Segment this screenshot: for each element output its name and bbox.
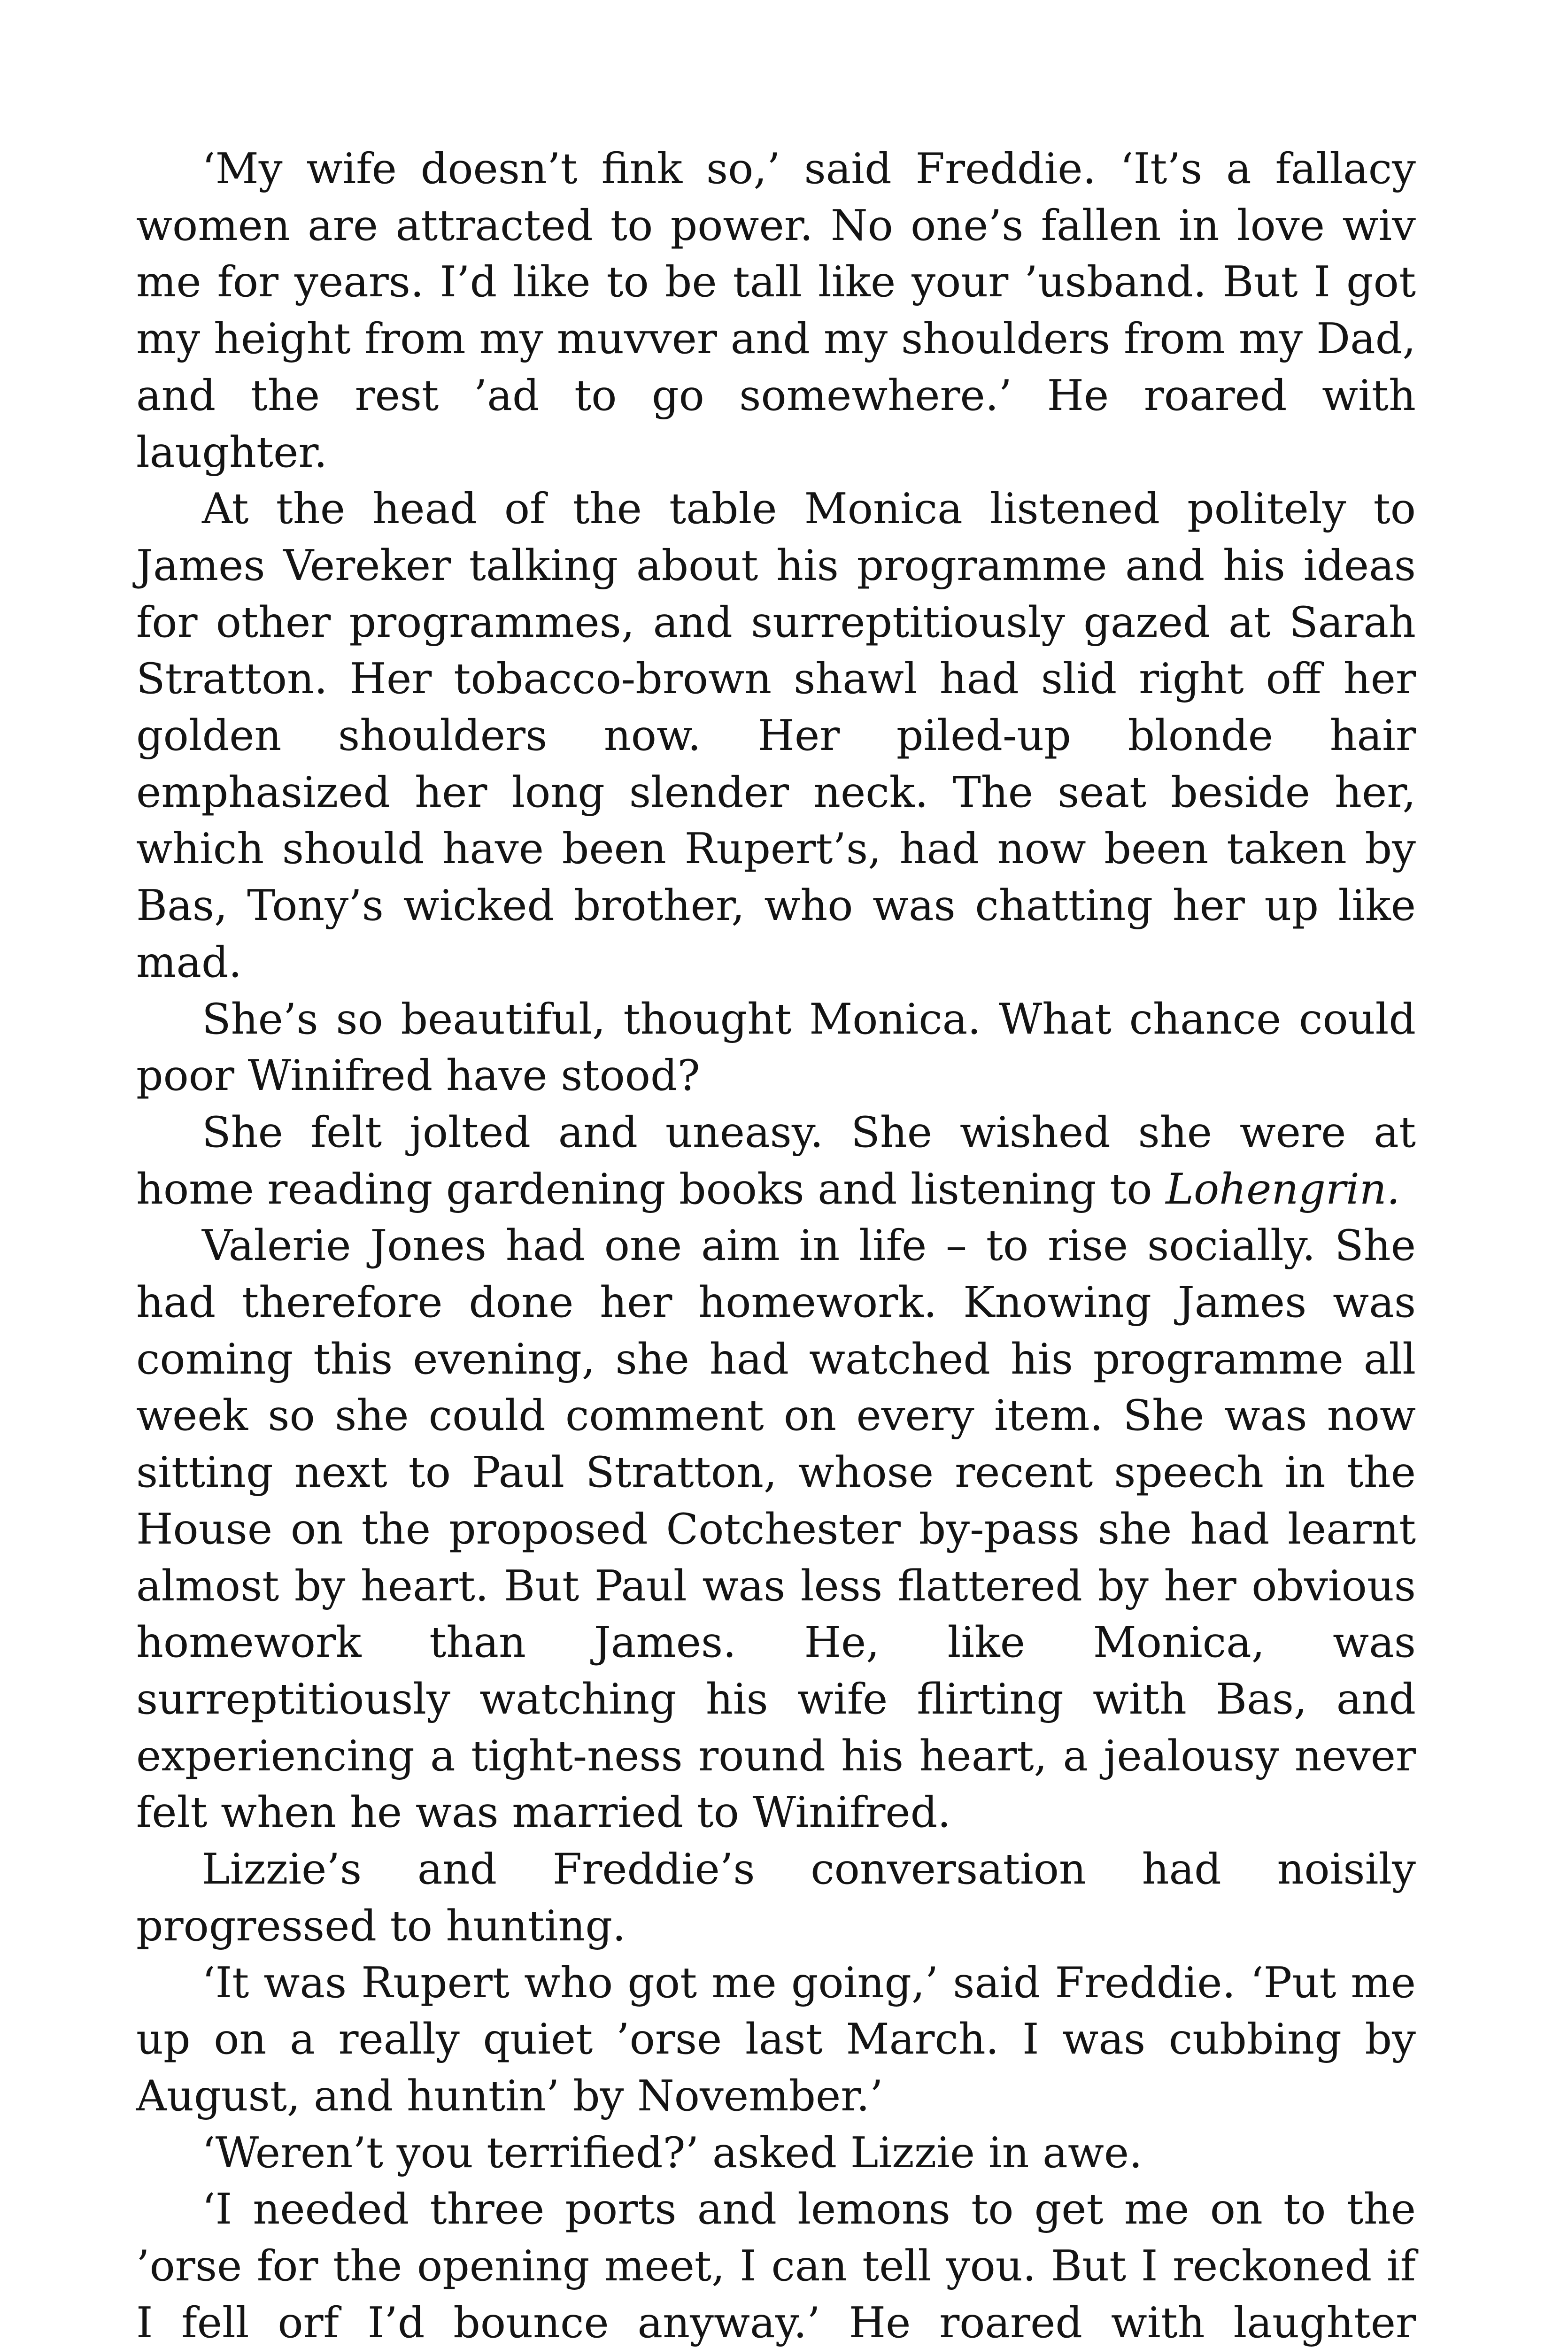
paragraph-4-italic-title: Lohengrin. bbox=[1166, 1164, 1400, 1214]
body-text bbox=[136, 141, 1416, 2348]
paragraph-4-text: She felt jolted and uneasy. She wished she were at home reading gardening books and listening to bbox=[136, 1107, 1416, 1214]
paragraph-2: At the head of the table Monica listened politely to James Vereker talking about his programme and his ideas for other programmes, and surreptitiously gazed at Sarah Stratton. Her tobacco-brown shawl had slid right off her golden shoulders now. Her piled-up blonde hair emphasized her long slender neck. The seat beside her, which should have been Rupert’s, had now been taken by Bas, Tony’s wicked brother, who was chatting her up like mad. bbox=[136, 484, 1416, 987]
paragraph-7: ‘It was Rupert who got me going,’ said Freddie. ‘Put me up on a really quiet ’orse last March. I was cubbing by August, and huntin’ by November.’ bbox=[136, 1958, 1416, 2121]
paragraph-3: She’s so beautiful, thought Monica. What chance could poor Winifred have stood? bbox=[136, 994, 1416, 1101]
paragraph-4 bbox=[136, 1104, 1416, 1218]
paragraph-5: Valerie Jones had one aim in life – to rise socially. She had therefore done her homework. Knowing James was coming this evening, she had watched his programme all week so she could comment on every item. She was now sitting next to Paul Stratton, whose recent speech in the House on the proposed Cotchester by-pass she had learnt almost by heart. But Paul was less flattered by her obvious homework than James. He, like Monica, was surreptitiously watching his wife flirting with Bas, and experiencing a tight-ness round his heart, a jealousy never felt when he was married to Winifred. bbox=[136, 1221, 1416, 1838]
paragraph-8: ‘Weren’t you terrified?’ asked Lizzie in awe. bbox=[202, 2128, 1143, 2178]
paragraph-9: ‘I needed three ports and lemons to get me on to the ’orse for the opening meet, I can tell you. But I reckoned if I fell orf I’d bounce anyway.’ He roared with laughter bbox=[136, 2185, 1416, 2348]
paragraph-6: Lizzie’s and Freddie’s conversation had noisily progressed to hunting. bbox=[136, 1845, 1416, 1951]
paragraph-1: ‘My wife doesn’t fink so,’ said Freddie. ‘It’s a fallacy women are attracted to power. No one’s fallen in love wiv me for years. I’d like to be tall like your ’usband. But I got my height from my muvver and my shoulders from my Dad, and the rest ’ad to go somewhere.’ He roared with laughter. bbox=[136, 144, 1416, 477]
